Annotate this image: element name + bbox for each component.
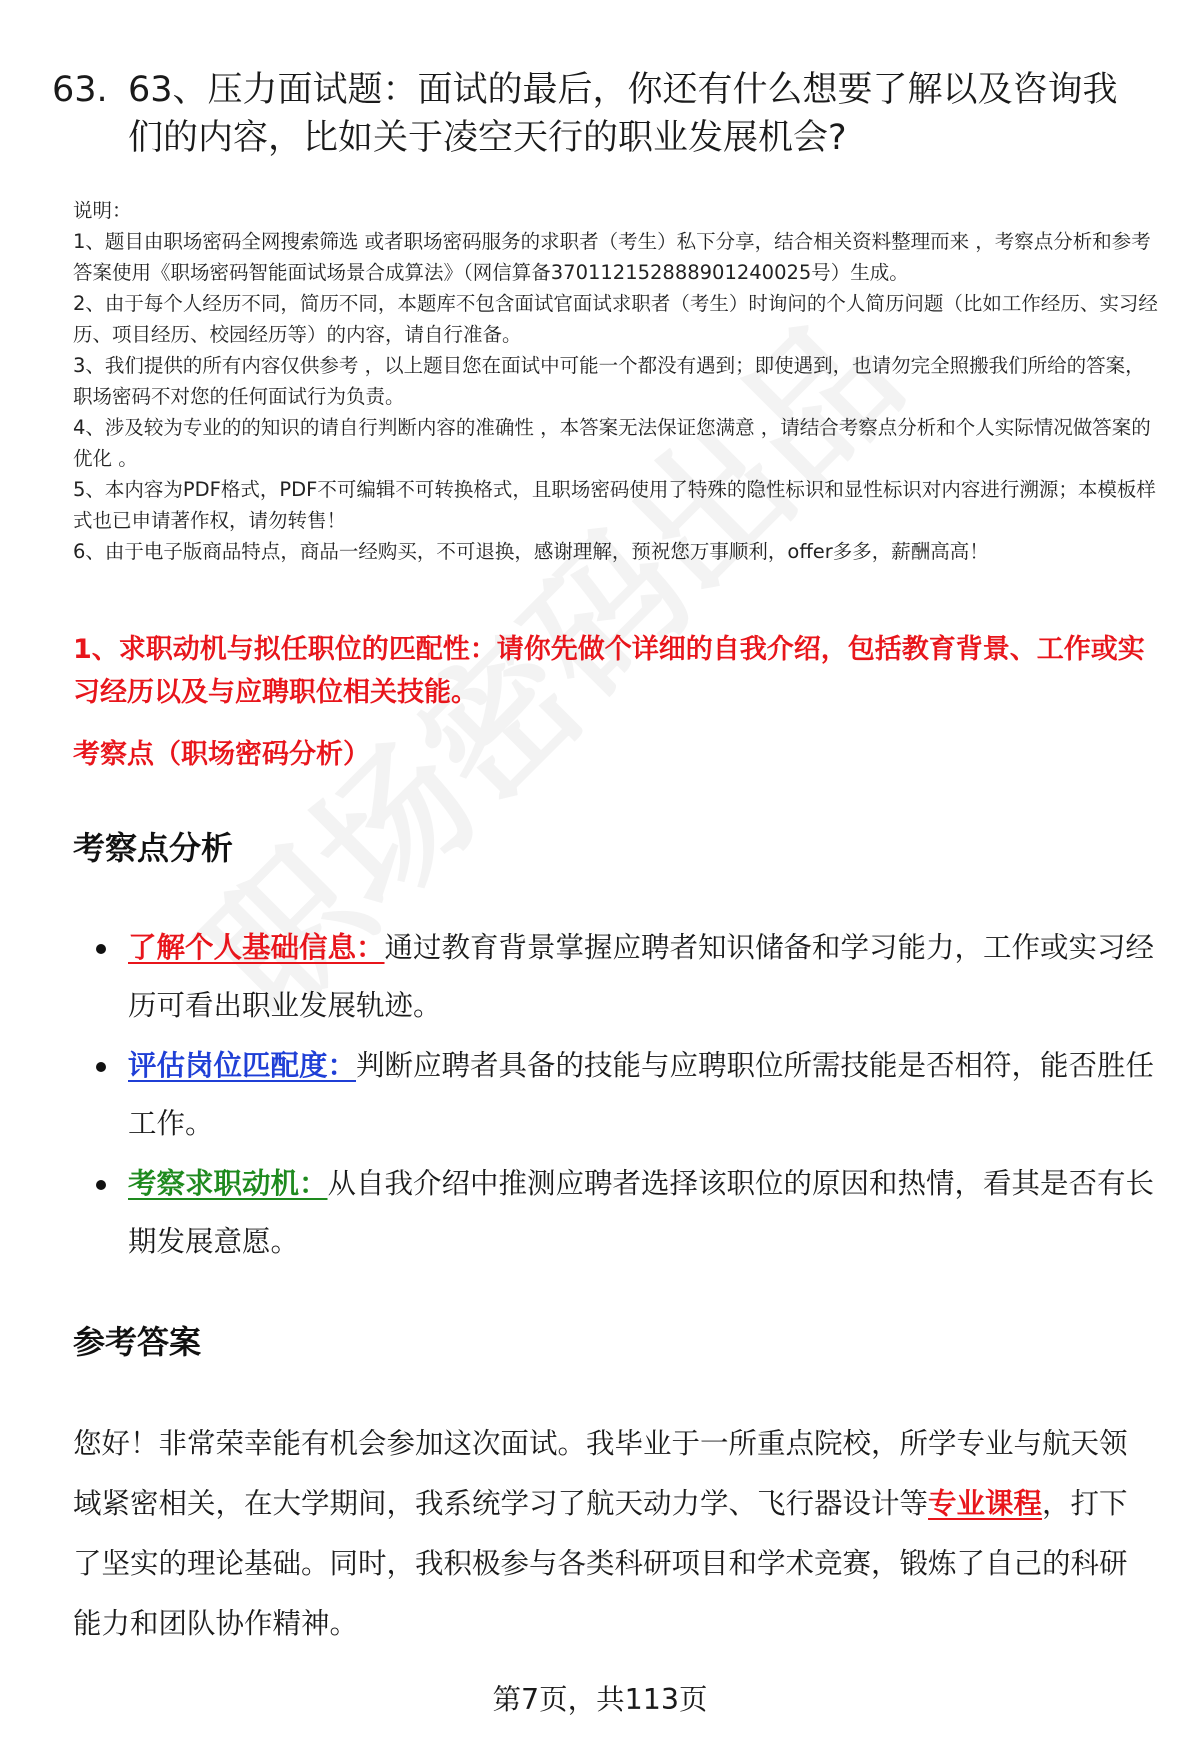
answer-text-part2: ，打下了坚实的理论基础。同时，我积极参与各类科研项目和学术竞赛，锻炼了自己的科研能力和团队协作精神。 <box>73 1487 1128 1640</box>
bullet-text: 判断应聘者具备的技能与应聘职位所需技能是否相符，能否胜任工作。 <box>128 1049 1155 1140</box>
bullet-dot-icon <box>96 1180 106 1190</box>
analysis-bullet <box>96 1155 1156 1271</box>
analysis-bullet-list <box>96 919 1156 1273</box>
answer-heading: 参考答案 <box>73 1323 202 1361</box>
question-1-heading: 1、求职动机与拟任职位的匹配性：请你先做个详细的自我介绍，包括教育背景、工作或实习经历以及与应聘职位相关技能。 <box>73 634 1145 708</box>
note-item: 3、我们提供的所有内容仅供参考 ，以上题目您在面试中可能一个都没有遇到；即使遇到，也请勿完全照搬我们所给的答案，职场密码不对您的任何面试行为负责。 <box>73 354 1145 408</box>
bullet-text: 通过教育背景掌握应聘者知识储备和学习能力，工作或实习经历可看出职业发展轨迹。 <box>128 931 1155 1022</box>
answer-highlight: 专业课程 <box>928 1487 1043 1520</box>
notes-title: 说明： <box>73 199 132 222</box>
bullet-dot-icon <box>96 1062 106 1072</box>
bullet-label: 了解个人基础信息： <box>128 931 385 964</box>
bullet-text: 从自我介绍中推测应聘者选择该职位的原因和热情，看其是否有长期发展意愿。 <box>128 1167 1155 1258</box>
answer-text-part1: 您好！非常荣幸能有机会参加这次面试。我毕业于一所重点院校，所学专业与航天领域紧密相关，在大学期间，我系统学习了航天动力学、飞行器设计等 <box>73 1427 1128 1520</box>
answer-paragraph <box>73 1414 1148 1654</box>
note-item: 1、题目由职场密码全网搜索筛选 或者职场密码服务的求职者（考生）私下分享，结合相关资料整理而来 ，考察点分析和参考答案使用《职场密码智能面试场景合成算法》（网信算备370112152888901240025号）生成。 <box>73 230 1151 284</box>
page-footer: 第7页，共113页 <box>492 1683 708 1716</box>
note-item: 4、涉及较为专业的的知识的请自行判断内容的准确性 ，本答案无法保证您满意 ，请结合考察点分析和个人实际情况做答案的优化 。 <box>73 416 1151 470</box>
question-title: 63、压力面试题：面试的最后，你还有什么想要了解以及咨询我们的内容，比如关于凌空天行的职业发展机会? <box>128 70 1118 158</box>
note-item: 2、由于每个人经历不同，简历不同，本题库不包含面试官面试求职者（考生）时询问的个人简历问题（比如工作经历、实习经历、项目经历、校园经历等）的内容，请自行准备。 <box>73 292 1158 346</box>
bullet-dot-icon <box>96 944 106 954</box>
question-number: 63. <box>52 70 108 110</box>
kaochadian-label: 考察点（职场密码分析） <box>73 739 370 770</box>
analysis-heading: 考察点分析 <box>73 829 234 867</box>
notes-section <box>73 195 1163 567</box>
note-item: 5、本内容为PDF格式，PDF不可编辑不可转换格式，且职场密码使用了特殊的隐性标识和显性标识对内容进行溯源；本模板样式也已申请著作权，请勿转售！ <box>73 478 1156 532</box>
analysis-bullet <box>96 1037 1156 1153</box>
question-header <box>52 66 1152 162</box>
analysis-bullet <box>96 919 1156 1035</box>
bullet-label: 评估岗位匹配度： <box>128 1049 357 1082</box>
note-item: 6、由于电子版商品特点，商品一经购买，不可退换，感谢理解，预祝您万事顺利，offer多多，薪酬高高！ <box>73 540 989 563</box>
bullet-label: 考察求职动机： <box>128 1167 328 1200</box>
